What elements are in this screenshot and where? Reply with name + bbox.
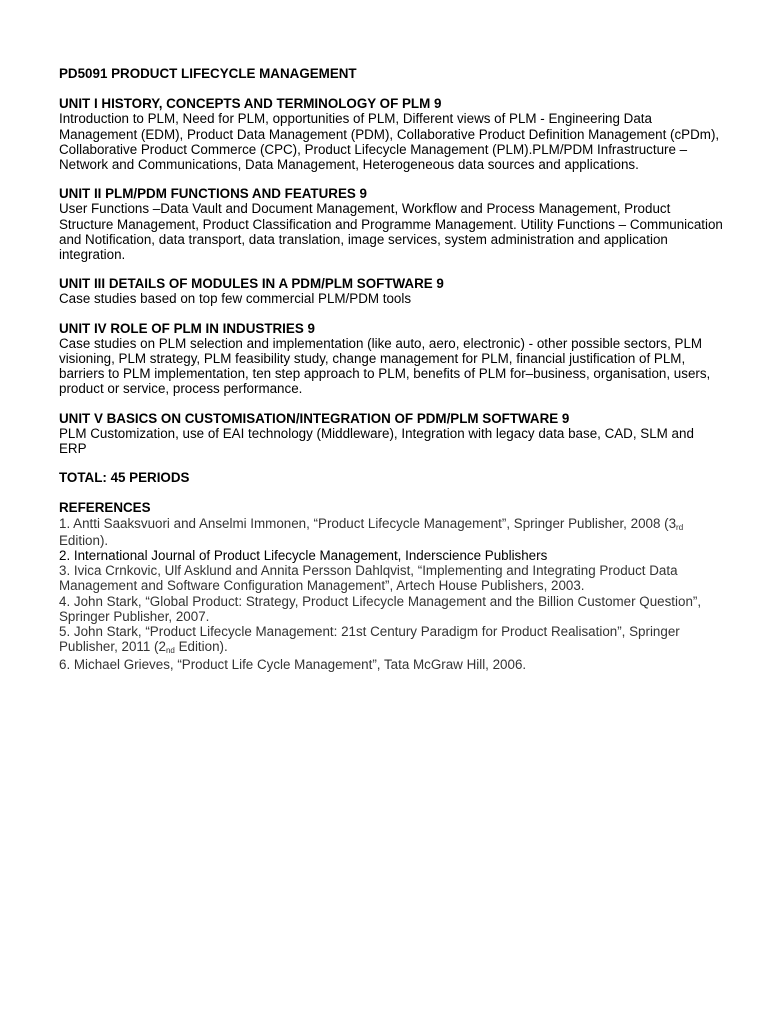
reference-2: 2. International Journal of Product Lifecycle Management, Inderscience Publishers — [59, 548, 548, 564]
unit-body: Case studies based on top few commercial PLM/PDM tools — [59, 291, 412, 307]
ordinal-suffix: rd — [676, 522, 684, 532]
reference-text: 5. John Stark, “Product Lifecycle Management: 21st Century Paradigm for Product Realisation”, Springer Publisher, 2011 (2 — [59, 624, 680, 655]
reference-4: 4. John Stark, “Global Product: Strategy, Product Lifecycle Management and the Billion Customer Question”, Springer Publisher, 2007. — [59, 593, 702, 624]
total-periods: TOTAL: 45 PERIODS — [59, 470, 190, 486]
references-section — [59, 500, 724, 671]
reference-5 — [59, 624, 724, 656]
syllabus-page — [59, 66, 724, 672]
unit-body: Case studies on PLM selection and implementation (like auto, aero, electronic) - other possible sectors, PLM visioning, PLM strategy, PLM feasibility study, change management for PLM, financial justification of PLM, barriers to PLM implementation, ten step approach to PLM, benefits of PLM for–business, organisation, users, product or service, process performance. — [59, 335, 711, 397]
unit-body: PLM Customization, use of EAI technology (Middleware), Integration with legacy data base, CAD, SLM and ERP — [59, 425, 694, 457]
reference-3: 3. Ivica Crnkovic, Ulf Asklund and Annita Persson Dahlqvist, “Implementing and Integrating Product Data Management and Software Configuration Management”, Artech House Publishers, 2003. — [59, 563, 678, 594]
unit-heading: UNIT III DETAILS OF MODULES IN A PDM/PLM SOFTWARE 9 — [59, 276, 444, 292]
unit-heading: UNIT V BASICS ON CUSTOMISATION/INTEGRATION OF PDM/PLM SOFTWARE 9 — [59, 410, 570, 426]
unit-1 — [59, 96, 724, 172]
unit-3 — [59, 276, 724, 306]
reference-tail: Edition). — [174, 639, 228, 655]
reference-text: 1. Antti Saaksvuori and Anselmi Immonen, “Product Lifecycle Management”, Springer Publisher, 2008 (3 — [59, 515, 677, 531]
references-heading: REFERENCES — [59, 500, 151, 516]
unit-body: Introduction to PLM, Need for PLM, opportunities of PLM, Different views of PLM - Engineering Data Management (EDM), Product Data Management (PDM), Collaborative Product Definition Management (cPDm), Collaborative Product Commerce (CPC), Product Lifecycle Management (PLM).PLM/PDM Infrastructure – Network and Communications, Data Management, Heterogeneous data sources and applications. — [59, 111, 720, 173]
document-title: PD5091 PRODUCT LIFECYCLE MANAGEMENT — [59, 66, 357, 81]
unit-2 — [59, 186, 724, 262]
reference-1 — [59, 516, 724, 548]
unit-heading: UNIT IV ROLE OF PLM IN INDUSTRIES 9 — [59, 320, 315, 336]
unit-5 — [59, 411, 724, 457]
unit-heading: UNIT I HISTORY, CONCEPTS AND TERMINOLOGY OF PLM 9 — [59, 96, 442, 112]
ordinal-suffix: nd — [165, 646, 175, 656]
reference-tail: Edition). — [59, 532, 109, 548]
reference-6: 6. Michael Grieves, “Product Life Cycle Management”, Tata McGraw Hill, 2006. — [59, 656, 527, 672]
unit-4 — [59, 321, 724, 397]
unit-body: User Functions –Data Vault and Document Management, Workflow and Process Management, Product Structure Management, Product Classification and Programme Management. Utility Functions – Communication and Notification, data transport, data translation, image services, system administration and application integration. — [59, 201, 723, 263]
unit-heading: UNIT II PLM/PDM FUNCTIONS AND FEATURES 9 — [59, 186, 367, 202]
